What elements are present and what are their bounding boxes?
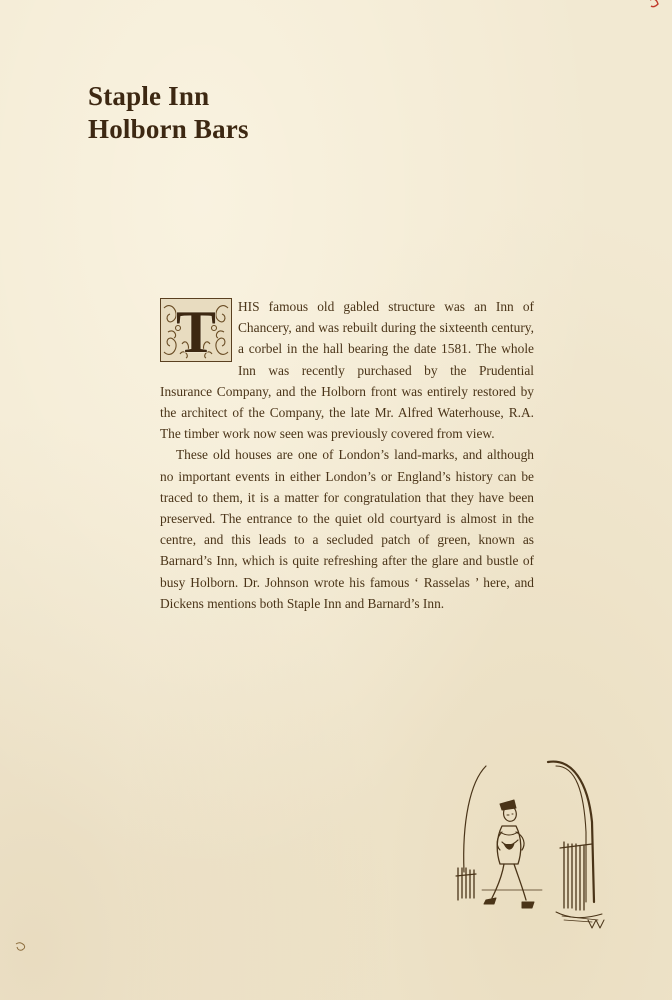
paper-mark (14, 940, 30, 952)
paragraph-1 (160, 296, 534, 444)
ornamental-dropcap-icon (160, 298, 232, 362)
figure-in-doorway-icon (452, 752, 612, 932)
dropcap-letter: T (175, 299, 217, 362)
corner-pencil-mark (648, 0, 662, 10)
title-line-2: Holborn Bars (88, 114, 249, 144)
paragraph-2: These old houses are one of London’s land-marks, and although no important events in either London’s or England’s history can be traced to them, it is a matter for congratulation that they have been preserved. The entrance to the quiet old courtyard is almost in the centre, and this leads to a secluded patch of green, known as Barnard’s Inn, which is quite refreshing after the glare and bustle of busy Holborn. Dr. Johnson wrote his famous ‘ Rasselas ’ here, and Dickens mentions both Staple Inn and Barnard’s Inn. (160, 447, 534, 611)
title-line-1: Staple Inn (88, 81, 210, 111)
paragraph-1-text: HIS famous old gabled structure was an Inn of Chancery, and was rebuilt during the sixteenth century, a corbel in the hall bearing the date 1581. The whole Inn was recently purchased by the Prudential Insurance Company, and the Holborn front was entirely restored by the architect of the Company, the late Mr. Alfred Waterhouse, R.A. The timber work now seen was previously covered from view. (160, 299, 534, 442)
article-body (160, 296, 534, 614)
page-title (88, 80, 249, 146)
